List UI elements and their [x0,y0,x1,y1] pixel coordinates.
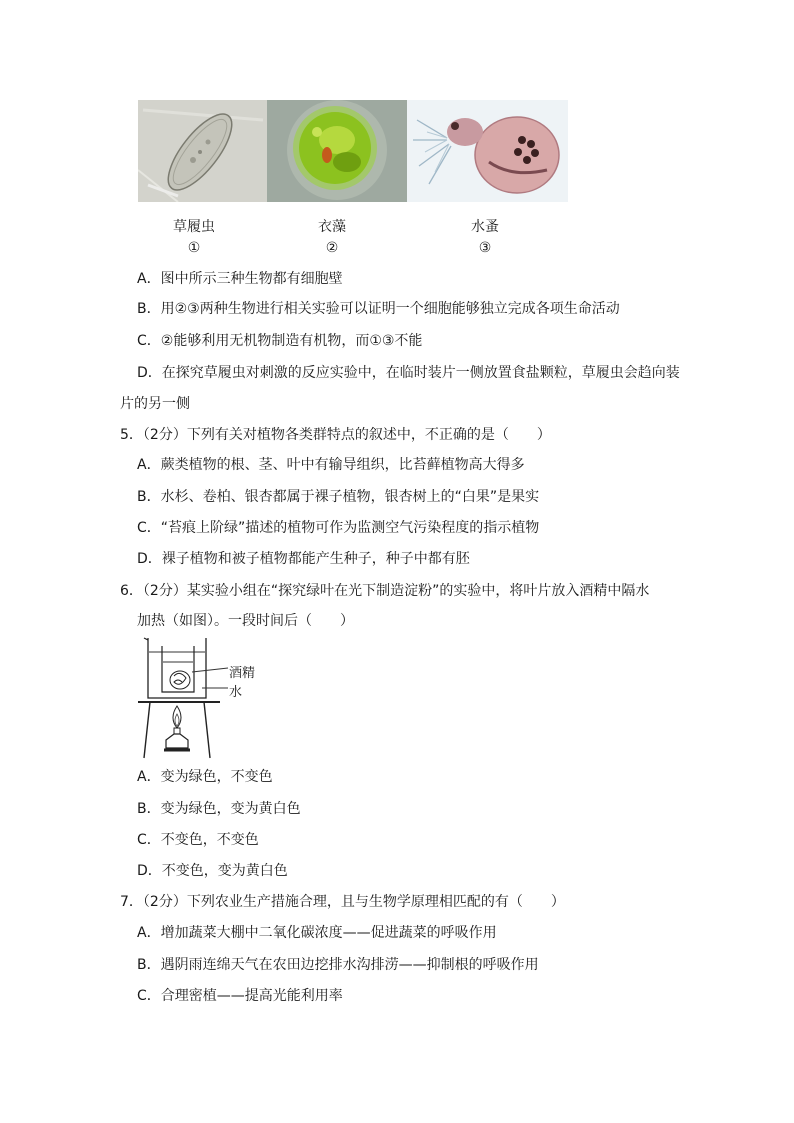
caption-num-1: ① [187,240,201,256]
caption-num-2: ② [325,240,339,256]
label-water: 水 [229,685,243,700]
q4-option-d-cont: 片的另一侧 [120,396,190,412]
q7-stem: 7．（2分）下列农业生产措施合理，且与生物学原理相匹配的有（ ） [120,894,565,910]
q7-option-b: B．遇阴雨连绵天气在农田边挖排水沟排涝——抑制根的呼吸作用 [137,957,539,973]
daphnia-photo [407,100,568,202]
caption-daphnia: 水蚤 [471,219,499,235]
caption-num-3: ③ [478,240,492,256]
q5-option-b: B．水杉、卷柏、银杏都属于裸子植物，银杏树上的“白果”是果实 [137,489,540,505]
q5-option-a: A．蕨类植物的根、茎、叶中有输导组织，比苔藓植物高大得多 [137,457,525,473]
q7-option-c: C．合理密植——提高光能利用率 [137,988,343,1004]
q5-option-c: C．“苔痕上阶绿”描述的植物可作为监测空气污染程度的指示植物 [137,520,540,536]
q5-option-d: D．裸子植物和被子植物都能产生种子，种子中都有胚 [137,551,470,567]
q7-option-a: A．增加蔬菜大棚中二氧化碳浓度——促进蔬菜的呼吸作用 [137,925,497,941]
water-bath-diagram [136,636,270,760]
label-alcohol: 酒精 [229,666,256,681]
q4-option-b: B．用②③两种生物进行相关实验可以证明一个细胞能够独立完成各项生命活动 [137,301,620,317]
q6-option-d: D．不变色，变为黄白色 [137,863,288,879]
caption-chlamydomonas: 衣藻 [318,219,346,235]
chlamydomonas-photo [267,100,407,202]
paramecium-photo [138,100,267,202]
q4-option-c: C．②能够利用无机物制造有机物，而①③不能 [137,333,423,349]
q6-option-b: B．变为绿色，变为黄白色 [137,801,301,817]
q6-stem-line2: 加热（如图）。一段时间后（ ） [137,613,354,629]
q6-option-a: A．变为绿色，不变色 [137,769,273,785]
q4-option-a: A．图中所示三种生物都有细胞壁 [137,271,343,287]
q6-option-c: C．不变色，不变色 [137,832,259,848]
q4-option-d: D．在探究草履虫对刺激的反应实验中，在临时装片一侧放置食盐颗粒，草履虫会趋向装 [137,365,680,381]
caption-paramecium: 草履虫 [173,219,215,235]
q5-stem: 5．（2分）下列有关对植物各类群特点的叙述中，不正确的是（ ） [120,427,551,443]
q6-stem-line1: 6．（2分）某实验小组在“探究绿叶在光下制造淀粉”的实验中，将叶片放入酒精中隔水 [120,583,650,599]
